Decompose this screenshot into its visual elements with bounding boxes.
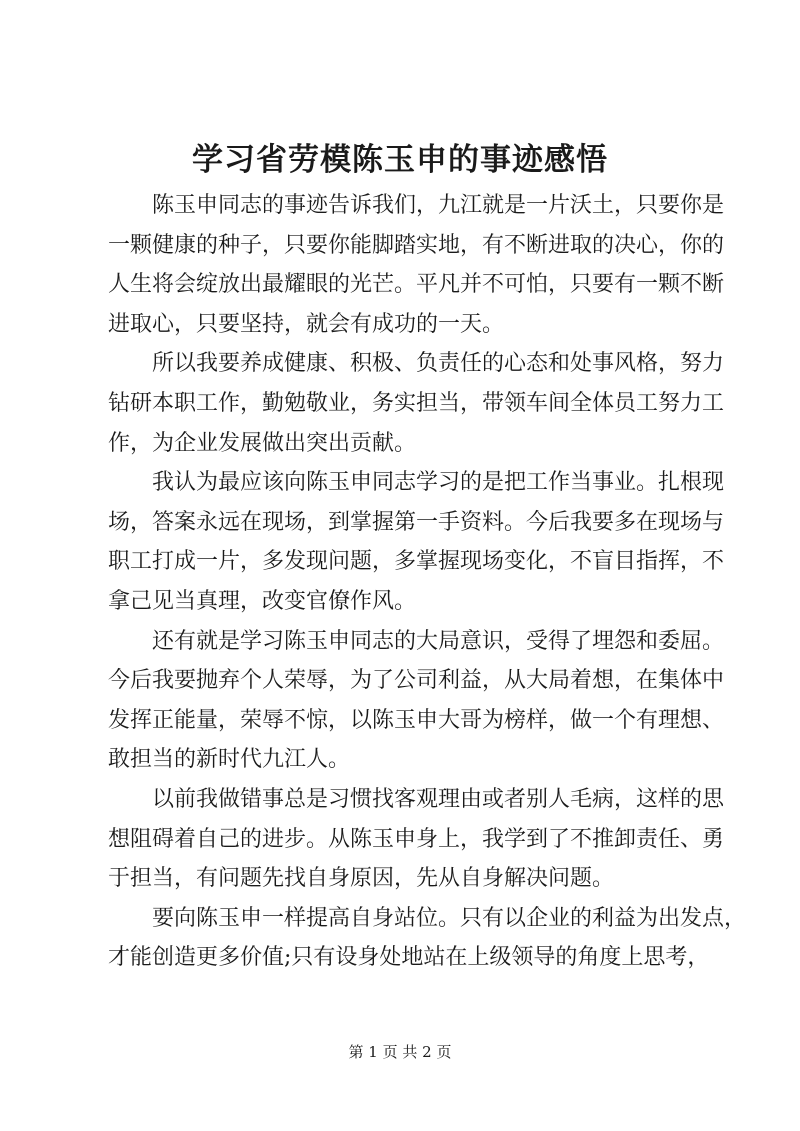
text-line: 作，为企业发展做出突出贡献。 xyxy=(108,430,417,456)
document-title: 学习省劳模陈玉申的事迹感悟 xyxy=(192,142,608,178)
text-line: 钻研本职工作，勤勉敬业，务实担当，带领车间全体员工努力工 xyxy=(108,390,725,416)
text-line: 才能创造更多价值;只有设身处地站在上级领导的角度上思考， xyxy=(108,945,710,971)
text-line: 陈玉申同志的事迹告诉我们，九江就是一片沃土，只要你是 xyxy=(152,193,725,218)
text-line: 一颗健康的种子，只要你能脚踏实地，有不断进取的决心，你的 xyxy=(108,232,725,258)
text-line: 人生将会绽放出最耀眼的光芒。平凡并不可怕，只要有一颗不断 xyxy=(108,272,725,298)
text-line: 要向陈玉申一样提高自身站位。只有以企业的利益为出发点， xyxy=(152,905,747,931)
text-line: 以前我做错事总是习惯找客观理由或者别人毛病，这样的思 xyxy=(152,786,725,812)
text-line: 于担当，有问题先找自身原因，先从自身解决问题。 xyxy=(108,866,615,892)
text-line: 职工打成一片，多发现问题，多掌握现场变化，不盲目指挥，不 xyxy=(108,549,725,575)
text-line: 我认为最应该向陈玉申同志学习的是把工作当事业。扎根现 xyxy=(152,470,725,496)
text-line: 拿己见当真理，改变官僚作风。 xyxy=(108,588,417,614)
document-body xyxy=(108,186,747,978)
text-line: 今后我要抛弃个人荣辱，为了公司利益，从大局着想，在集体中 xyxy=(108,668,725,694)
text-line: 还有就是学习陈玉申同志的大局意识，受得了埋怨和委屈。 xyxy=(152,628,725,654)
text-line: 所以我要养成健康、积极、负责任的心态和处事风格，努力 xyxy=(152,351,725,377)
page-footer: 第 1 页 共 2 页 xyxy=(348,1043,452,1061)
text-line: 敢担当的新时代九江人。 xyxy=(108,747,351,773)
text-line: 想阻碍着自己的进步。从陈玉申身上，我学到了不推卸责任、勇 xyxy=(108,826,725,852)
text-line: 发挥正能量，荣辱不惊，以陈玉申大哥为榜样，做一个有理想、 xyxy=(108,707,725,733)
text-line: 场，答案永远在现场，到掌握第一手资料。今后我要多在现场与 xyxy=(108,509,725,535)
text-line: 进取心，只要坚持，就会有成功的一天。 xyxy=(108,311,505,337)
